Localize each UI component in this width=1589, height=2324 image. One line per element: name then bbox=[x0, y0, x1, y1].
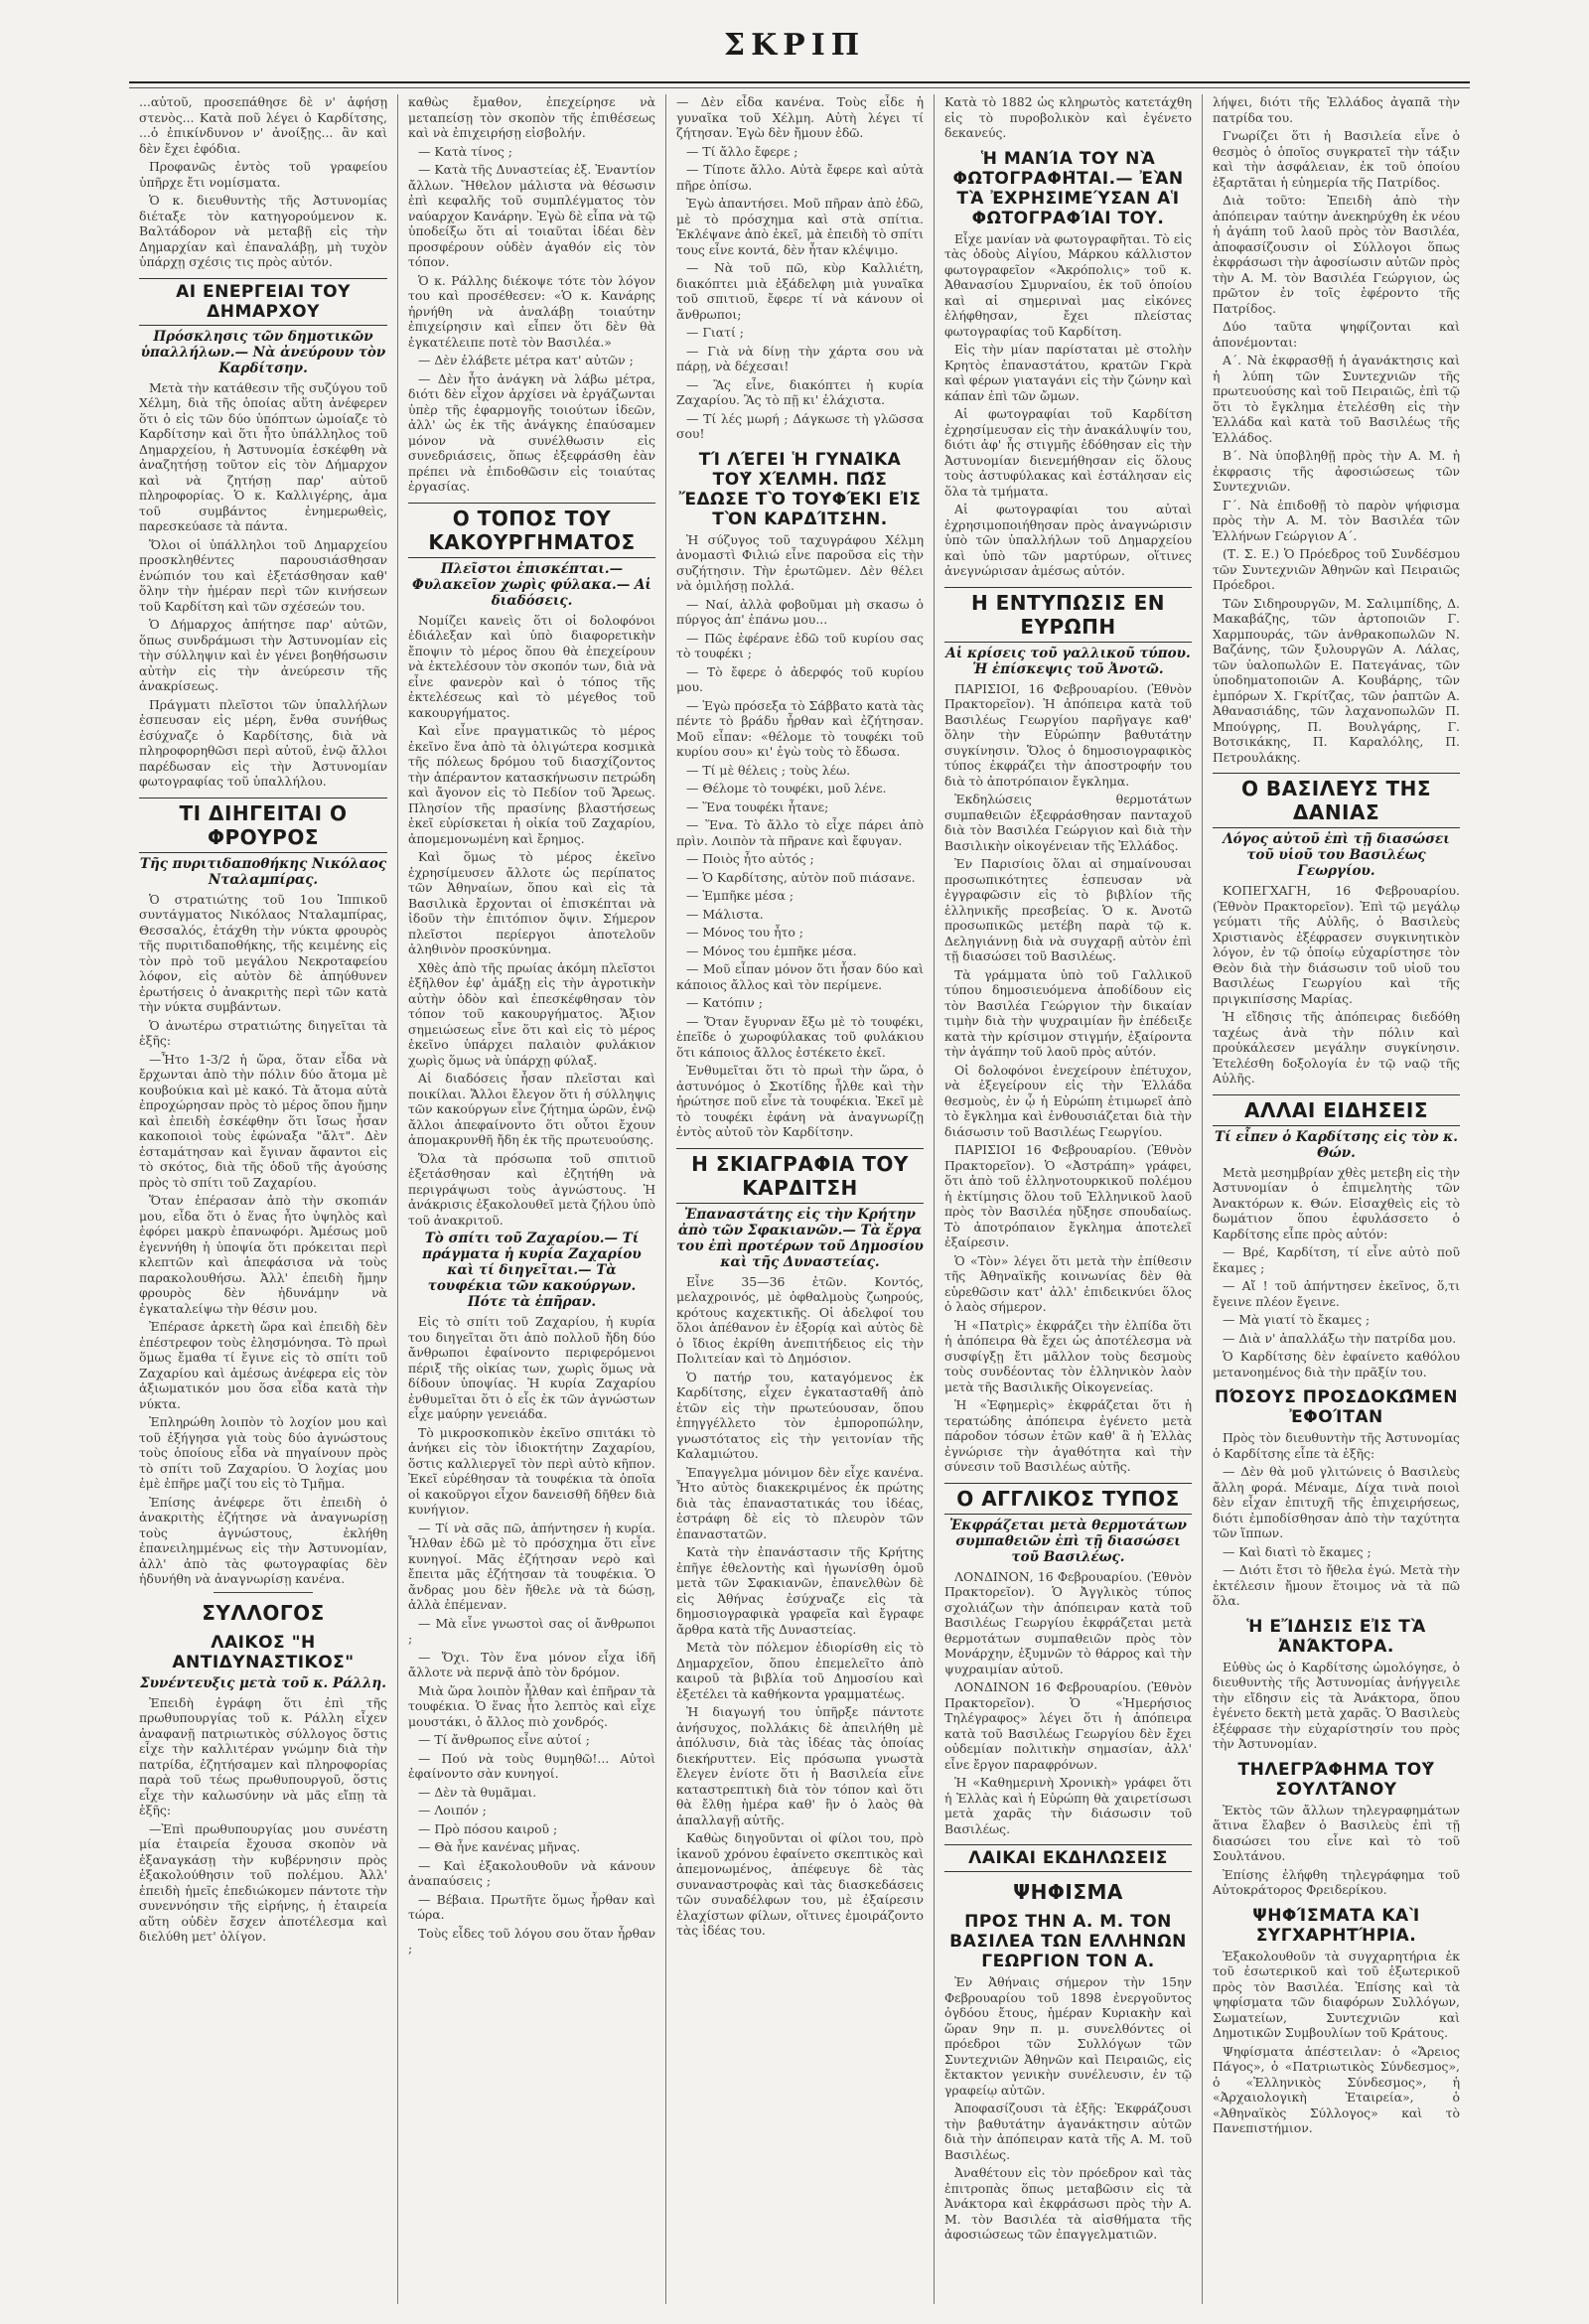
article-paragraph: — Πρὸ πόσου καιροῦ ; bbox=[418, 1820, 558, 1836]
article-paragraph: Καὶ ὅμως τὸ μέρος ἐκεῖνο ἐχρησίμευσεν ἄλλοτε ὡς περίπατος τῶν Ἀθηναίων, ὅπου καὶ εἰς τὰ Βασιλικὰ ἔρχονται οἱ ἐπισκέπται νὰ ἰδοῦν τὴν ἐπιτόπιον ὄψιν. Σήμερον πλεῖστοι περίεργοι ἀποτελοῦν ἀληθινὸν προσκύνημα. bbox=[408, 849, 655, 956]
article-paragraph: Ἐπληρώθη λοιπὸν τὸ λοχίον μου καὶ τοῦ ἐξήγησα γιὰ τοὺς δύο ἀγνώστους τοὺς ὁποίους εἶδα νὰ πηγαίνουν πρὸς τὸ σπίτι τοῦ Ζαχαρίου. Ὁ λοχίας μου ἐμὲ ἐπῆρε μαζί του εἰς τὸ Τμῆμα. bbox=[139, 1414, 387, 1491]
article-paragraph: Αἱ φωτογραφίαι τοῦ Καρδίτση ἐχρησίμευσαν εἰς τὴν ἀνακάλυψίν του, διότι ἀφ' ἧς στιγμῆς ἐδόθησαν εἰς τὴν Ἀστυνομίαν διενεμήθησαν εἰς ὅλους τοὺς ἀστυφύλακας καὶ ἐστάλησαν εἰς ὅλα τὰ τμήματα. bbox=[944, 406, 1192, 499]
article-paragraph: Ὁ «Τὸν» λέγει ὅτι μετὰ τὴν ἐπίθεσιν τῆς Ἀθηναϊκῆς κοινωνίας δὲν θὰ εὑρεθῶσιν κατ' ἀλλ' ἐπιδεικνύει ὅλος ὁ λαὸς σήμερον. bbox=[944, 1252, 1192, 1314]
article-paragraph: Α΄. Νὰ ἐκφρασθῇ ἡ ἀγανάκτησις καὶ ἡ λύπη τῶν Συντεχνιῶν τῆς πρωτευούσης καὶ τοῦ Πειραιῶς, ἐπὶ τῷ ὅτι τὸ ἔγκλημα ἐτελέσθη εἰς τὴν Ἑλλάδα καὶ κατὰ τοῦ Βασιλέως τῆς Ἑλλάδος. bbox=[1213, 353, 1460, 445]
headline: Η ΣΚΙΑΓΡΑΦΙΑ ΤΟΥ ΚΑΡΔΙΤΣΗ bbox=[676, 1148, 924, 1204]
masthead-rule bbox=[129, 81, 1470, 83]
article-paragraph: Εἶχε μανίαν νὰ φωτογραφῆται. Τὸ εἰς τὰς ὁδοὺς Αἰγίου, Μάρκου κάλλιστον φωτογραφεῖον «Ἀκρόπολις» τοῦ κ. Ἀθανασίου Σμυρναίου, ἐκ τοῦ ὁποίου καὶ αἱ σημεριναὶ μας εἰκόνες ἐλήφθησαν, ἔχει πλείστας φωτογραφίας τοῦ Καρδίτση. bbox=[944, 230, 1192, 339]
article-paragraph: Εὐθὺς ὡς ὁ Καρδίτσης ὡμολόγησε, ὁ διευθυντὴς τῆς Ἀστυνομίας ἀνήγγειλε τὴν εἴδησιν εἰς τὰ Ἀνάκτορα, ὅπου ἐγένετο δεκτὴ μετὰ χαρᾶς. Ὁ Βασιλεὺς ἐξέφρασε τὴν εὐχαρίστησίν του πρὸς τὴν Ἀστυνομίαν. bbox=[1213, 1659, 1460, 1751]
article-paragraph: — Τί μὲ θέλεις ; τοὺς λέω. bbox=[686, 762, 851, 778]
article-paragraph: Ἐν Παρισίοις ὅλαι αἱ σημαίνουσαι προσωπικότητες ἐσπευσαν νὰ ἐγγραφῶσιν εἰς τὸ βιβλίον τῆς ἑλληνικῆς πρεσβείας. Ὁ κ. Ἀνοτῶ προσωπικῶς μετέβη παρὰ τῷ κ. Δεληγιάννῃ διὰ νὰ συγχαρῇ αὐτὸν ἐπὶ τῇ διασώσει τοῦ Βασιλέως. bbox=[944, 856, 1192, 963]
column-4 bbox=[934, 94, 1202, 2304]
article-paragraph: Τοὺς εἶδες τοῦ λόγου σου ὅταν ἦρθαν ; bbox=[408, 1925, 655, 1956]
article-paragraph: Προφανῶς ἐντὸς τοῦ γραφείου ὑπῆρχε ἔτι νομίσματα. bbox=[139, 159, 387, 190]
article-paragraph: Ὁ Καρδίτσης δὲν ἐφαίνετο καθόλου μετανοημένος διὰ τὴν πρᾶξίν του. bbox=[1213, 1349, 1460, 1380]
article-paragraph: Διὰ τοῦτο: Ἐπειδὴ ἀπὸ τὴν ἀπόπειραν ταύτην ἀνεκηρύχθη ἐκ νέου ἡ ἀγάπη τοῦ λαοῦ πρὸς τὸν Βασιλέα, ἀποφασίζουσιν οἱ Σύλλογοι ὅπως ἐκφράσωσι τὴν ἀφοσίωσιν αὐτῶν πρὸς τὴν Α. Μ. τὸν Βασιλέα Γεώργιον, ὡς πρῶτον ἐν τοῖς ἐφέροντο τῆς Πατρίδος. bbox=[1213, 193, 1460, 316]
article-paragraph: — Δὲν θὰ μοῦ γλιτώνεις ὁ Βασιλεὺς ἄλλη φορά. Μέναμε, Δίχα τινὰ ποιοὶ δὲν εἶχαν ἐπιτυχῆ τῆς ἐπιχειρήσεως, διότι ἐμποδίσθησαν ἀπὸ τὴν ταχύτητα τῶν ἵππων. bbox=[1213, 1464, 1460, 1540]
article-paragraph: Πράγματι πλεῖστοι τῶν ὑπαλλήλων ἐσπευσαν εἰς μέρη, ἔνθα συνήθως ἐσύχναζε ὁ Καρδίτσης, διὰ νὰ πληροφορηθῶσι περὶ αὐτοῦ, ἐνῷ ἄλλοι παρέδωσαν εἰς τὴν Ἀστυνομίαν φωτογραφίας τοῦ ὑπαλλήλου. bbox=[139, 696, 387, 789]
article-paragraph: — Καὶ ἐξακολουθοῦν νὰ κάνουν ἀναπαύσεις ; bbox=[408, 1857, 655, 1888]
column-3 bbox=[665, 94, 934, 2304]
article-paragraph: Εἰς τὴν μίαν παρίσταται μὲ στολὴν Κρητὸς ἐπαναστάτου, κρατῶν Γκρὰ καὶ φέρων γιαταγάνι εἰς τὴν ζώνην καὶ κάπαν ἐπὶ τῶν ὤμων. bbox=[944, 342, 1192, 403]
article-paragraph: Ἐξακολουθοῦν τὰ συγχαρητήρια ἐκ τοῦ ἐσωτερικοῦ καὶ τοῦ ἐξωτερικοῦ πρὸς τὸν Βασιλέα. Ἐπίσης καὶ τὰ ψηφίσματα τῶν διαφόρων Συλλόγων, Σωματείων, Συντεχνιῶν καὶ Δημοτικῶν Συμβουλίων τοῦ Κράτους. bbox=[1213, 1948, 1460, 2040]
headline: Η ΕΝΤΥΠΩΣΙΣ ΕΝ ΕΥΡΩΠΗ bbox=[944, 587, 1192, 643]
article-paragraph: — Δὲν εἶδα κανένα. Τοὺς εἶδε ἡ γυναῖκα τοῦ Χέλμη. Αὐτὴ λέγει τί ζήτησαν. Ἐγὼ δὲν ἤμουν ἐδῶ. bbox=[676, 94, 924, 140]
headline: ΛΑΙΚΟΣ "Η ΑΝΤΙΔΥΝΑΣΤΙΚΟΣ" bbox=[172, 1632, 355, 1672]
headline: ΛΑΙΚΑΙ ΕΚΔΗΛΩΣΕΙΣ bbox=[944, 1844, 1192, 1872]
article-paragraph: Κατὰ τὴν ἐπανάστασιν τῆς Κρήτης ἐπῆγε ἐθελοντὴς καὶ ἠγωνίσθη ὁμοῦ μετὰ τῶν Σφακιανῶν, ἐπανελθὼν δὲ εἰς Ἀθήνας ἐσύχναζε εἰς τὰ δημοσιογραφικὰ γραφεῖα καὶ ἔγραφε ἄρθρα κατὰ τῆς Δυναστείας. bbox=[676, 1544, 924, 1637]
article-paragraph: — Βρέ, Καρδίτση, τί εἶνε αὐτὸ ποῦ ἔκαμες ; bbox=[1213, 1244, 1460, 1275]
article-paragraph: — Δὲν ἐλάβετε μέτρα κατ' αὐτῶν ; bbox=[418, 353, 634, 367]
article-paragraph: ΛΟΝΔΙΝΟΝ, 16 Φεβρουαρίου. (Ἐθνὸν Πρακτορεῖον). Ὁ Ἀγγλικὸς τύπος σχολιάζων τὴν ἀπόπειραν κατὰ τοῦ Βασιλέως Γεωργίου ἐκφράζεται μετὰ θερμοτάτων συμπαθειῶν πρὸς τὸν Μονάρχην, ἐξυμνῶν τὸ θάρρος καὶ τὴν ψυχραιμίαν αὐτοῦ. bbox=[944, 1568, 1192, 1676]
article-paragraph: — Γιατί ; bbox=[686, 325, 744, 340]
article-paragraph: — Ἂς εἶνε, διακόπτει ἡ κυρία Ζαχαρίου. Ἂς τὸ πῇ κι' ἐλάχιστα. bbox=[676, 376, 924, 407]
article-paragraph: — Κατὰ τίνος ; bbox=[418, 143, 512, 159]
article-paragraph: — Μάλιστα. bbox=[686, 906, 764, 922]
article-paragraph: Τὰ γράμματα ὑπὸ τοῦ Γαλλικοῦ τύπου δημοσιευόμενα ἀποδίδουν εἰς τὸν Βασιλέα Γεώργιον τὴν δικαίαν τιμὴν διὰ τὴν ψυχραιμίαν ἣν ἐπέδειξε κατὰ τὴν κρίσιμον στιγμήν, ἐξαίροντα τὴν ἀγάπην τοῦ λαοῦ πρὸς αὐτόν. bbox=[944, 966, 1192, 1059]
article-paragraph: Εἰς τὸ σπίτι τοῦ Ζαχαρίου, ἡ κυρία του διηγεῖται ὅτι ἀπὸ πολλοῦ ἤδη δύο ἄνθρωποι ἐφαίνοντο περιφερόμενοι πέριξ τῆς οἰκίας των, χωρὶς ὅμως νὰ δίδουν ὑποψίας. Ἡ κυρία Ζαχαρίου ἐνθυμεῖται ὅτι ὁ εἷς ἐκ τῶν ἀγνώστων εἶχε μαύρην γενειάδα. bbox=[408, 1314, 655, 1421]
article-paragraph: — Κατόπιν ; bbox=[686, 995, 763, 1010]
article-paragraph: Κατὰ τὸ 1882 ὡς κληρωτὸς κατετάχθη εἰς τὸ πυροβολικὸν καὶ ἐγένετο δεκανεύς. bbox=[944, 94, 1192, 140]
article-paragraph: — Μόνος του ἐμπῆκε μέσα. bbox=[686, 943, 857, 958]
article-paragraph: ΠΑΡΙΣΙΟΙ, 16 Φεβρουαρίου. (Ἐθνὸν Πρακτορεῖον). Ἡ ἀπόπειρα κατὰ τοῦ Βασιλέως Γεωργίου παρῆγαγε καθ' ὅλην τὴν Εὐρώπην βαθυτάτην συγκίνησιν. Ὅλος ὁ δημοσιογραφικὸς τύπος ἐκφράζει τὴν ἀποστροφήν του διὰ τὸ ἀποτρόπαιον ἔγκλημα. bbox=[944, 680, 1192, 789]
article-paragraph: — Μὰ εἶνε γνωστοὶ σας οἱ ἄνθρωποι ; bbox=[408, 1615, 655, 1646]
article-paragraph: Ψηφίσματα ἀπέστειλαν: ὁ «Ἄρειος Πάγος», ὁ «Πατριωτικὸς Σύνδεσμος», ὁ «Ἑλληνικὸς Σύνδεσμος», ἡ «Ἀρχαιολογικὴ Ἑταιρεία», ὁ «Ἀθηναϊκὸς Σύλλογος» καὶ τὸ Πανεπιστήμιον. bbox=[1213, 2043, 1460, 2135]
article-paragraph: — Ὄχι. Τὸν ἕνα μόνον εἶχα ἰδῆ ἄλλοτε νὰ περνᾷ ἀπὸ τὸν δρόμον. bbox=[408, 1649, 655, 1679]
article-paragraph: — Δὲν τὰ θυμᾶμαι. bbox=[418, 1784, 537, 1800]
article-paragraph: Μετὰ μεσημβρίαν χθὲς μετεβη εἰς τὴν Ἀστυνομίαν ὁ ἐπιμελητὴς τῶν Ἀνακτόρων κ. Θών. Εἰσαχθεὶς εἰς τὸ δωμάτιον ὅπου ἐφυλάσσετο ὁ Καρδίτσης εἶπε πρὸς αὐτόν: bbox=[1213, 1164, 1460, 1241]
article-paragraph: — Ὅταν ἔγυρναν ἔξω μὲ τὸ τουφέκι, ἐπεῖδε ὁ χωροφύλακας τοῦ φυλάκιου ὅτι κάποιος ἄλλος ἐστέκετο ἐκεῖ. bbox=[676, 1013, 924, 1060]
article-paragraph: Πρὸς τὸν διευθυντὴν τῆς Ἀστυνομίας ὁ Καρδίτσης εἶπε τὰ ἑξῆς: bbox=[1213, 1430, 1460, 1461]
article-paragraph: Ἡ «Καθημερινὴ Χρονικὴ» γράφει ὅτι ἡ Ἑλλὰς καὶ ἡ Εὐρώπη θὰ χαιρετίσωσι μετὰ χαρᾶς τὴν διάσωσιν τοῦ Βασιλέως. bbox=[944, 1775, 1192, 1836]
article-paragraph: — Τί ἄνθρωπος εἶνε αὐτοί ; bbox=[418, 1732, 590, 1747]
article-paragraph: — Θὰ ἦνε κανένας μῆνας. bbox=[418, 1839, 581, 1854]
article-paragraph: — Τὸ ἔφερε ὁ ἀδερφός τοῦ κυρίου μου. bbox=[676, 663, 924, 694]
article-paragraph: Ἐν Ἀθήναις σήμερον τὴν 15ην Φεβρουαρίου τοῦ 1898 ἐνεργοῦντος ὀγδόου ἔτους, ἡμέραν Κυριακὴν καὶ ὥραν 9ην π. μ. συνελθόντες οἱ πρόεδροι τῶν Συλλόγων τῶν Συντεχνιῶν Ἀθηνῶν καὶ Πειραιῶς, εἰς ἔκτακτον γενικὴν συνέλευσιν, ἐν τῷ γραφείῳ αὐτῶν. bbox=[944, 1974, 1192, 2098]
headline: ΑΙ ΕΝΕΡΓΕΙΑΙ ΤΟΥ ΔΗΜΑΡΧΟΥ bbox=[139, 278, 387, 326]
article-paragraph: ΛΟΝΔΙΝΟΝ 16 Φεβρουαρίου. (Ἐθνὸν Πρακτορεῖον). Ὁ «Ἡμερήσιος Τηλέγραφος» λέγει ὅτι ἡ ἀπόπειρα κατὰ τοῦ Βασιλέως Γεωργίου δὲν ἔχει οὐδεμίαν πολιτικὴν σημασίαν, ἀλλ' εἶνε ἔργον παραφρόνων. bbox=[944, 1679, 1192, 1772]
article-columns bbox=[129, 94, 1470, 2304]
headline: ΤΙ ΔΙΗΓΕΙΤΑΙ Ο ΦΡΟΥΡΟΣ bbox=[139, 798, 387, 853]
article-paragraph: Ἡ «Πατρὶς» ἐκφράζει τὴν ἐλπίδα ὅτι ἡ ἀπόπειρα θὰ ἔχει ὡς ἀποτέλεσμα νὰ συσφίγξῃ ἔτι μᾶλλον τοὺς δεσμοὺς τοὺς συνδέοντας τὸν ἑλληνικὸν λαὸν μετὰ τῆς Βασιλικῆς Οἰκογενείας. bbox=[944, 1317, 1192, 1394]
article-paragraph: — Δὲν ἦτο ἀνάγκη νὰ λάβω μέτρα, διότι δὲν εἶχον ἀρχίσει νὰ ἐργάζωνται ὑπὲρ τῆς ἐφαρμογῆς τοιούτων ἰδεῶν, ἀλλ' ὡς ἐκ τῆς ἀνάγκης ἐπαύσαμεν μόνον νὰ συνέλθωσιν εἰς συνεδριάσεις, ὅπως ἐξεφράσθη ἐὰν πρέπει νὰ ἐπιδοθῶσιν εἰς τοιαύτας ἐργασίας. bbox=[408, 370, 655, 494]
article-paragraph: — Νὰ τοῦ πῶ, κὺρ Καλλιέτη, διακόπτει μιὰ ἐξάδελφη μιὰ γυναῖκα τοῦ σπιτιοῦ, ἔφερε τί νὰ κάνουν οἱ ἄνθρωποι; bbox=[676, 260, 924, 322]
article-paragraph: —Ἦτο 1-3/2 ἡ ὥρα, ὅταν εἶδα νὰ ἔρχωνται ἀπὸ τὴν πόλιν δύο ἄτομα μὲ κουβούκια καὶ μὲ κακό. Τὰ ἄτομα αὐτὰ ἐπροχώρησαν πρὸς τὸ μέρος ὅπου ἤμην καὶ ἐπειδὴ ἐσκέφθην ὅτι ἴσως ἦσαν κακοποιοὶ τοὺς ἐφώναξα "ἄλτ". Δὲν ἐσταμάτησαν καὶ ἔγιναν ἄφαντοι εἰς τὸ σκότος, διὰ τῆς ὁδοῦ τῆς ἀγούσης πρὸς τὸ σπίτι τοῦ Ζαχαρίου. bbox=[139, 1051, 387, 1190]
subheadline: Πρόσκλησις τῶν δημοτικῶν ὑπαλλήλων.— Νὰ ἀνεύρουν τὸν Καρδίτσην. bbox=[140, 328, 386, 376]
article-paragraph: Ἐπέρασε ἀρκετὴ ὥρα καὶ ἐπειδὴ δὲν ἐπέστρεφον τοὺς ἐλησμόνησα. Τὸ πρωὶ ὅμως ἔμαθα τί ἔγινε εἰς τὸ σπίτι τοῦ Ζαχαρίου καὶ ἀμέσως ἀνέφερα εἰς τὸν ἀξιωματικόν μου ὅσα εἶδα κατὰ τὴν νύκτα. bbox=[139, 1319, 387, 1411]
masthead: ΣΚΡΙΠ bbox=[723, 28, 866, 63]
masthead-rule-thin bbox=[129, 87, 1470, 88]
article-paragraph: Καὶ εἶνε πραγματικῶς τὸ μέρος ἐκεῖνο ἕνα ἀπὸ τὰ ὀλιγώτερα κοσμικὰ τῆς πόλεως δρόμου τοῦ διασχίζοντος τὴν ἀπέραντον κατασκήνωσιν πετρώδη καὶ ἄγονον εἰς τὸ Πεδίον τοῦ Ἄρεως. Πλησίον τῆς πρασίνης βλαστήσεως ἐκεῖ εὑρίσκεται ἡ οἰκία τοῦ Ζαχαρίου, ἀπομεμονωμένη καὶ ἔρημος. bbox=[408, 723, 655, 846]
article-paragraph: Ὁ πατήρ του, καταγόμενος ἐκ Καρδίτσης, εἶχεν ἐγκατασταθῆ ἀπὸ ἐτῶν εἰς τὴν πρωτεύουσαν, ὅπου ἐπηγγέλλετο τὸν ἐμποροπώλην, γνωστότατος εἰς τὴν γειτονίαν τῆς Καλαμιώτου. bbox=[676, 1369, 924, 1461]
headline: ΤΗΛΕΓΡΆΦΗΜΑ ΤΟΥ͂ ΣΟΥΛΤΆΝΟΥ bbox=[1237, 1759, 1435, 1800]
article-paragraph: ΠΑΡΙΣΙΟΙ 16 Φεβρουαρίου. (Ἐθνὸν Πρακτορεῖον). Ὁ «Ἀστράπη» γράφει, ὅτι ἀπὸ τοῦ ἐλληνοτουρκικοῦ πολέμου ἡ ἐκτίμησις ὅλου τοῦ Ἑλληνικοῦ λαοῦ πρὸς τὸν Βασιλέα ηὔξησε σπουδαίως. Τὸ ἀποτρόπαιον ἔγκλημα ἀποτελεῖ ἐξαίρεσιν. bbox=[944, 1142, 1192, 1249]
section-divider bbox=[214, 1592, 313, 1593]
article-paragraph: — Τί νὰ σᾶς πῶ, ἀπήντησεν ἡ κυρία. Ἦλθαν ἐδῶ μὲ τὸ πρόσχημα ὅτι εἶνε κυνηγοί. Μᾶς ἐζήτησαν νερὸ καὶ ἔπειτα μᾶς ἐζήτησαν τὰ τουφέκια. Ὁ ἄνδρας μου δὲν ἤθελε νὰ τὰ δώσῃ, ἀλλὰ ἐπέμεναν. bbox=[408, 1520, 655, 1612]
article-paragraph: Δύο ταῦτα ψηφίζονται καὶ ἀπονέμονται: bbox=[1213, 319, 1460, 350]
article-paragraph: — Ἐμπῆκε μέσα ; bbox=[686, 888, 794, 903]
headline: ΣΥΛΛΟΓΟΣ bbox=[202, 1600, 325, 1625]
headline: ΨΗΦΙΣΜΑ bbox=[1013, 1880, 1123, 1904]
article-paragraph: Ὁ κ. διευθυντὴς τῆς Ἀστυνομίας διέταξε τὸν κατηγορούμενον κ. Βαλτάδορον νὰ μεταβῇ εἰς τὴν Δημαρχίαν καὶ ἐπαναλάβῃ, μὴ τυχὸν ὑπάρχῃ σχέσις τις πρὸς αὐτόν. bbox=[139, 193, 387, 269]
article-paragraph: Ὅλα τὰ πρόσωπα τοῦ σπιτιοῦ ἐξετάσθησαν καὶ ἐζητήθη νὰ περιγράψωσι τοὺς ἀγνώστους. Ἡ ἀνάκρισις ἐξακολουθεῖ μετὰ ζήλου ὑπὸ τοῦ ἀνακριτοῦ. bbox=[408, 1150, 655, 1228]
article-paragraph: Τὸ μικροσκοπικὸν ἐκεῖνο σπιτάκι τὸ ἀνήκει εἰς τὸν ἰδιοκτήτην Ζαχαρίου, ὅστις καλλιεργεῖ τὸν περὶ αὐτὸ κῆπον. Ἐκεῖ εὑρέθησαν τὰ τουφέκια τὰ ὁποῖα οἱ κακοῦργοι εἶχον δανεισθῆ δῆθεν διὰ κυνήγιον. bbox=[408, 1424, 655, 1517]
article-paragraph: (Τ. Σ. Ε.) Ὁ Πρόεδρος τοῦ Συνδέσμου τῶν Συντεχνιῶν Ἀθηνῶν καὶ Πειραιῶς Πρόεδροι. bbox=[1213, 546, 1460, 592]
article-paragraph: Β΄. Νὰ ὑποβληθῇ πρὸς τὴν Α. Μ. ἡ ἐκφρασις τῆς ἀφοσιώσεως τῶν Συντεχνιῶν. bbox=[1213, 448, 1460, 494]
subheadline: Τί εἶπεν ὁ Καρδίτσης εἰς τὸν κ. Θών. bbox=[1215, 1128, 1458, 1161]
column-5 bbox=[1202, 94, 1470, 2304]
headline: Ἡ ΜΑΝΊΑ ΤΟΥ ΝᾺ ΦΩΤΟΓΡΑΦΗ͂ΤΑΙ.— ἘᾺΝ ΤᾺ ἘΧΡΗΣΙΜΕΎΣΑΝ ΑἹ ΦΩΤΟΓΡΑΦΊΑΙ ΤΟΥ. bbox=[952, 148, 1184, 228]
subheadline: Ἐπαναστάτης εἰς τὴν Κρήτην ἀπὸ τῶν Σφακιανῶν.— Τὰ ἔργα του ἐπὶ προτέρων τοῦ Δημοσίου καὶ τῆς Δυναστείας. bbox=[676, 1206, 924, 1270]
article-paragraph: καθὼς ἔμαθον, ἐπεχείρησε νὰ μεταπείσῃ τὸν σκοπὸν τῆς ἐπιθέσεως καὶ νὰ ἐπιχειρήσῃ εἰσβολήν. bbox=[408, 94, 655, 140]
article-paragraph: Καθὼς διηγοῦνται οἱ φίλοι του, πρὸ ἱκανοῦ χρόνου ἐφαίνετο σκεπτικὸς καὶ ἀπεμονωμένος, ἀπέφευγε δὲ τὰς συναναστροφὰς καὶ τὰς διασκεδάσεις τῶν συναδέλφων του, μὲ ἐξαίρεσιν ἐλαχίστων φίλων, οἵτινες ἐμοιράζοντο τὰς ἰδέας του. bbox=[676, 1830, 924, 1938]
article-paragraph: Ὁ κ. Ράλλης διέκοψε τότε τὸν λόγον του καὶ προσέθεσεν: «Ὁ κ. Κανάρης ἠρνήθη νὰ ἀναλάβῃ τοιαύτην ἐπιχείρησιν καὶ εἶπεν ὅτι δὲν θὰ ἐγκατέλειπε ποτὲ τὸν Βασιλέα.» bbox=[408, 272, 655, 350]
article-paragraph: Ἐκτὸς τῶν ἄλλων τηλεγραφημάτων ἅτινα ἔλαβεν ὁ Βασιλεὺς ἐπὶ τῇ διασώσει του εἶνε καὶ τὸ τοῦ Σουλτάνου. bbox=[1213, 1802, 1460, 1863]
subheadline: Τὸ σπίτι τοῦ Ζαχαρίου.— Τί πράγματα ἡ κυρία Ζαχαρίου καὶ τί διηγεῖται.— Τὰ τουφέκια τῶν κακούργων. Πότε τὰ ἐπῆραν. bbox=[422, 1231, 642, 1310]
article-paragraph: Ἐπίσης ἐλήφθη τηλεγράφημα τοῦ Αὐτοκράτορος Φρειδερίκου. bbox=[1213, 1866, 1460, 1897]
subheadline: Αἱ κρίσεις τοῦ γαλλικοῦ τύπου. Ἡ ἐπίσκεψις τοῦ Ἀνοτῶ. bbox=[945, 645, 1191, 677]
article-paragraph: — Κατὰ τῆς Δυναστείας ἐξ. Ἐναντίον ἄλλων. Ἤθελον μάλιστα νὰ θέσωσιν ἐπὶ κεφαλῆς τοῦ συμπλέγματος τὸν ναύαρχον Κανάρην. Ἐγὼ δὲ εἶπα νὰ τῷ ὑποδείξω ὅτι αἱ τοιαῦται ἰδέαι δὲν προσφέρουν οὐδὲν ἀγαθόν εἰς τὸν τόπον. bbox=[408, 162, 655, 269]
article-paragraph: Μετὰ τὸν πόλεμον ἐδιορίσθη εἰς τὸ Δημαρχεῖον, ὅπου ἐπεμελεῖτο ἀπὸ καιροῦ τὰ βιβλία τοῦ Δημοσίου καὶ ἐξετέλει τὰ καθήκοντα γραμματέως. bbox=[676, 1640, 924, 1701]
subheadline: Τῆς πυριτιδαποθήκης Νικόλαος Νταλαμπίρας. bbox=[139, 855, 387, 888]
article-paragraph: — Γιὰ νὰ δίνῃ τὴν χάρτα σου νὰ πάρῃ, νὰ δέχεσαι! bbox=[676, 343, 924, 373]
article-paragraph: — Πῶς ἐφέρανε ἐδῶ τοῦ κυρίου σας τὸ τουφέκι ; bbox=[676, 630, 924, 660]
article-paragraph: Μετὰ τὴν κατάθεσιν τῆς συζύγου τοῦ Χέλμη, διὰ τῆς ὁποίας αὕτη ἀνέφερεν ὅτι ὁ εἰς τῶν δύο ὑπόπτων ὡμοίαζε τὸ Καρδίτσην καὶ ὅτι ἦτο ὑπάλληλος τοῦ Δημαρχείου, ἡ Ἀστυνομία ἐσκέφθη νὰ ἀναζητήσῃ τοῦτον εἰς τὸν Δήμαρχον καὶ νὰ ζητήσῃ παρ' αὐτοῦ πληροφορίας. Ὁ κ. Καλλιγέρης, ἀμα τοῦ συμβάντος ἐνημερωθεὶς, παρεσκεύασε τὰ πάντα. bbox=[139, 379, 387, 533]
article-paragraph: Χθὲς ἀπὸ τῆς πρωίας ἀκόμη πλεῖστοι ἐξῆλθον ἐφ' ἁμάξῃ εἰς τὴν ἀγροτικὴν αὐτὴν ὁδὸν καὶ ἐπεσκέφθησαν τὸν τόπον τοῦ κακουργήματος. Ἄξιον σημειώσεως εἶνε ὅτι καὶ εἰς τὸ μέρος ἐκεῖνο ὑπάρχει παλαιὸν φυλάκιον χωρὶς ὅμως νὰ ὑπάρχῃ φύλαξ. bbox=[408, 959, 655, 1068]
article-paragraph: ...αὐτοῦ, προσεπάθησε δὲ ν' ἀφήσῃ στενὸς... Κατὰ ποῦ λέγει ὁ Καρδίτσης, ...ὁ ἐπικίνδυνον ν' ἀνοίξῃς... ἂν καὶ δὲν ἔχει ἐφόδια. bbox=[139, 94, 387, 156]
article-paragraph: — Μὰ γιατί τὸ ἔκαμες ; bbox=[1223, 1312, 1371, 1327]
article-paragraph: Ὁ Δήμαρχος ἀπήτησε παρ' αὐτῶν, ὅπως συνδράμωσι τὴν Ἀστυνομίαν εἰς τὴν σύλληψιν καὶ ἐν γένει βοηθήσωσιν αὐτὴν εἰς τὴν ἀνεύρεσιν τῆς ἀνακρίσεως. bbox=[139, 617, 387, 693]
article-paragraph: ΚΟΠΕΓΧΑΓΗ, 16 Φεβρουαρίου. (Ἐθνὸν Πρακτορεῖον). Ἐπὶ τῷ μεγάλῳ γεύματι τῆς Αὐλῆς, ὁ Βασιλεὺς Χριστιανὸς ἐξέφρασεν συγκινητικὸν λόγον, ἐν τῷ ὁποίῳ εὐχαρίστησε τὸν Θεὸν διὰ τὴν διάσωσιν τοῦ υἱοῦ του Βασιλέως Γεωργίου καὶ τῆς πριγκιπίσσης Μαρίας. bbox=[1213, 883, 1460, 1006]
headline: Ἡ ΕἼΔΗΣΙΣ ΕἸΣ ΤᾺ ἈΝΆΚΤΟΡΑ. bbox=[1246, 1616, 1426, 1657]
article-paragraph: Ἐκδηλώσεις θερμοτάτων συμπαθειῶν ἐξεφράσθησαν πανταχοῦ διὰ τὸν Βασιλέα Γεώργιον καὶ διὰ τὴν Βασιλικὴν οἰκογένειαν τῆς Ἑλλάδος. bbox=[944, 792, 1192, 853]
subheadline: Πλεῖστοι ἐπισκέπται.— Φυλακεῖον χωρὶς φύλακα.— Αἱ διαδόσεις. bbox=[412, 560, 651, 609]
headline: Ο ΑΓΓΛΙΚΟΣ ΤΥΠΟΣ bbox=[944, 1483, 1192, 1515]
article-paragraph: — Διὰ ν' ἀπαλλάξω τὴν πατρίδα μου. bbox=[1223, 1330, 1457, 1346]
article-paragraph: — Τί λές μωρή ; Δάγκωσε τὴ γλῶσσα σου! bbox=[676, 410, 924, 441]
headline: ΠΡΟΣ ΤΗΝ Α. Μ. ΤΟΝ ΒΑΣΙΛΕΑ ΤΩΝ ΕΛΛΗΝΩΝ ΓΕΩΡΓΙΟΝ ΤΟΝ Α. bbox=[949, 1912, 1187, 1971]
article-paragraph: — Καὶ διατὶ τὸ ἔκαμες ; bbox=[1223, 1543, 1372, 1559]
article-paragraph: Ὅταν ἐπέρασαν ἀπὸ τὴν σκοπιάν μου, εἶδα ὅτι ὁ ἕνας ἦτο ὑψηλὸς καὶ ἐφόρει μακρὺ ἐπανωφόρι. Ἀμέσως μοῦ ἐγεννήθη ἡ ὑποψία ὅτι πρόκειται περὶ κλεπτῶν καὶ ἀπεφάσισα νὰ τοὺς παρακολουθήσω. Ἀλλ' ἐπειδὴ ἤμην φρουρὸς δὲν ἠδυνάμην νὰ ἐγκαταλείψω τὴν θέσιν μου. bbox=[139, 1193, 387, 1316]
subheadline: Ἐκφράζεται μετὰ θερμοτάτων συμπαθειῶν ἐπὶ τῇ διασώσει τοῦ Βασιλέως. bbox=[948, 1517, 1188, 1565]
article-paragraph: —Ἐπὶ πρωθυπουργίας μου συνέστη μία ἑταιρεία ἔχουσα σκοπὸν νὰ ἐξαναγκάσῃ τὴν κυβέρνησιν πρὸς ἐξακολούθησιν τοῦ πολέμου. Ἀλλ' ἐπειδὴ ἡμεῖς ἐπεδιώκομεν πάντοτε τὴν συνεννόησιν τῆς εἰρήνης, ἡ ἑταιρεία αὕτη οὐδὲν ἔσχεν ἀποτέλεσμα καὶ διελύθη μετ' ὀλίγον. bbox=[139, 1820, 387, 1944]
article-paragraph: — Αἴ ! τοῦ ἀπήντησεν ἐκεῖνος, ὅ,τι ἔγεινε πλέον ἔγεινε. bbox=[1213, 1278, 1460, 1309]
article-paragraph: — Ἕνα. Τὸ ἄλλο τὸ εἶχε πάρει ἀπὸ πρὶν. Λοιπὸν τὰ πῆρανε καὶ ἔφυγαν. bbox=[676, 817, 924, 848]
article-paragraph: Ἐπίσης ἀνέφερε ὅτι ἐπειδὴ ὁ ἀνακριτὴς ἐζήτησε νὰ ἀναγνωρίσῃ τοὺς ἀγνώστους, ἐκλήθη ἐπανειλημμένως εἰς τὴν Ἀστυνομίαν, ἀλλ' ἀπὸ τὰς φωτογραφίας δὲν ἠδυνήθη νὰ ἀναγνωρίσῃ κανένα. bbox=[139, 1494, 387, 1586]
article-paragraph: — Τί ἄλλο ἔφερε ; bbox=[686, 143, 798, 159]
headline: ΨΗΦΊΣΜΑΤΑ ΚΑῚ ΣΥΓΧΑΡΗΤΉΡΙΑ. bbox=[1252, 1905, 1420, 1946]
article-paragraph: Ἡ σύζυγος τοῦ ταχυγράφου Χέλμη ἀνομαστὶ Φιλιώ εἶνε παροῦσα εἰς τὴν συζήτησιν. Τὴν ἐρωτῶμεν. Δὲν θέλει νὰ ὁμιλήσῃ πολλά. bbox=[676, 531, 924, 593]
article-paragraph: Ὁ στρατιώτης τοῦ 1ου Ἱππικοῦ συντάγματος Νικόλαος Νταλαμπίρας, Θεσσαλός, ἐτάχθη τὴν νύκτα φρουρὸς τῆς πυριτιδαποθήκης, τῆς κειμένης εἰς τὸν πρὸ τοῦ μεγάλου Νεκροταφείου λόφον, εἰς αὐτὸν δὲ ἀπηύθυνεν ἐρωτήσεις ὁ ἀνακριτὴς περὶ τῶν κατὰ τὴν νύκτα συμβάντων. bbox=[139, 891, 387, 1014]
subheadline: Λόγος αὐτοῦ ἐπὶ τῇ διασώσει τοῦ υἱοῦ του Βασιλέως Γεωργίου. bbox=[1223, 831, 1450, 879]
article-paragraph: — Μοῦ εἶπαν μόνον ὅτι ἦσαν δύο καὶ κάποιος ἄλλος καὶ τὸν περίμενε. bbox=[676, 961, 924, 992]
column-2 bbox=[397, 94, 665, 2304]
article-paragraph: Ἐνθυμεῖται ὅτι τὸ πρωὶ τὴν ὥρα, ὁ ἀστυνόμος ὁ Σκοτίδης ἦλθε καὶ τὴν ἠρώτησε ποῦ εἶνε τὰ τουφέκια. Ἐκεῖ μὲ τὸ τουφέκι ἐφάνη νὰ ἀναγνωρίζῃ ἐντὸς αὐτοῦ τὸν Καρδίτσην. bbox=[676, 1063, 924, 1139]
article-paragraph: Γ΄. Νὰ ἐπιδοθῇ τὸ παρὸν ψήφισμα πρὸς τὴν Α. Μ. τὸν Βασιλέα τῶν Ἑλλήνων Γεώργιον Α΄. bbox=[1213, 497, 1460, 543]
article-paragraph: Εἶνε 35—36 ἐτῶν. Κοντός, μελαχροινός, μὲ ὀφθαλμοὺς ζωηρούς, κρότους καχεκτικῆς. Οἱ ἀδελφοί του ὅλοι ἀπέθανον ἐν ἐξορίᾳ καὶ αὐτὸς δὲ ὁ ἴδιος ἐκρίθη ἀνεπιτήδειος εἰς τὴν Πολιτείαν καὶ τὸ Δημόσιον. bbox=[676, 1273, 924, 1366]
article-paragraph: — Τίποτε ἄλλο. Αὐτὰ ἔφερε καὶ αὐτὰ πῆρε ὀπίσω. bbox=[676, 162, 924, 193]
article-paragraph: Μιὰ ὥρα λοιπὸν ἦλθαν καὶ ἐπῆραν τὰ τουφέκια. Ὁ ἕνας ἦτο λεπτὸς καὶ εἶχε μουστάκι, ὁ ἄλλος πιὸ χονδρός. bbox=[408, 1682, 655, 1729]
article-paragraph: — Ὁ Καρδίτσης, αὐτὸν ποῦ πιάσανε. bbox=[686, 869, 916, 885]
article-paragraph: — Διότι ἔτσι τὸ ἤθελα ἐγώ. Μετὰ τὴν ἐκτέλεσιν ἤμουν ἕτοιμος νὰ τὰ πῶ ὅλα. bbox=[1213, 1562, 1460, 1608]
article-paragraph: — Θέλομε τὸ τουφέκι, μοῦ λένε. bbox=[686, 781, 887, 796]
article-paragraph: Γνωρίζει ὅτι ἡ Βασιλεία εἶνε ὁ θεσμὸς ὁ ὁποῖος συγκρατεῖ τὴν τάξιν καὶ τὴν ἀσφάλειαν, ἐκ τοῦ ὁποίου ἐξαρτᾶται ἡ εὐημερία τῆς Πατρίδος. bbox=[1213, 128, 1460, 190]
headline: ΑΛΛΑΙ ΕΙΔΗΣΕΙΣ bbox=[1213, 1094, 1460, 1126]
article-paragraph: Αἱ διαδόσεις ἦσαν πλεῖσται καὶ ποικίλαι. Ἄλλοι ἔλεγον ὅτι ἡ σύλληψις τῶν κακούργων εἶνε ζήτημα ὡρῶν, ἐνῷ ἄλλοι ἀπεφαίνοντο ὅτι οὗτοι ἔχουν ἀπομακρυνθῆ ἤδη ἐκ τῆς πρωτευούσης. bbox=[408, 1071, 655, 1147]
article-paragraph: Ἡ «Ἐφημερὶς» ἐκφράζεται ὅτι ἡ τερατώδης ἀπόπειρα ἐγένετο μετὰ πάροδον τόσων ἐτῶν καθ' ἃ ἡ Ἑλλὰς ἐγνώρισε τὴν ἀγαθότητα καὶ τὴν σύνεσιν τοῦ Βασιλέως αὐτῆς. bbox=[944, 1397, 1192, 1474]
article-paragraph: Νομίζει κανεὶς ὅτι οἱ δολοφόνοι ἐδιάλεξαν καὶ ὑπὸ διαφορετικὴν ἔποψιν τὸ μέρος ὅπου θὰ ἐπεχείρουν νὰ ἐκτελέσουν τὸν σκοπόν των, διὰ νὰ εἶνε φανερὸν καὶ ὁ τόπος τῆς ἐκτελέσεως καὶ τὸ μέγεθος τοῦ κακουργήματος. bbox=[408, 612, 655, 720]
headline: Ο ΒΑΣΙΛΕΥΣ ΤΗΣ ΔΑΝΙΑΣ bbox=[1213, 773, 1460, 828]
headline: Ο ΤΟΠΟΣ ΤΟΥ ΚΑΚΟΥΡΓΗΜΑΤΟΣ bbox=[408, 503, 655, 558]
article-paragraph: λήψει, διότι τῆς Ἑλλάδος ἀγαπᾶ τὴν πατρίδα του. bbox=[1213, 94, 1460, 125]
article-paragraph: Ἀποφασίζουσι τὰ ἑξῆς: Ἐκφράζουσι τὴν βαθυτάτην ἀγανάκτησιν αὐτῶν διὰ τὴν ἀπόπειραν κατὰ τῆς Α. Μ. τοῦ Βασιλέως. bbox=[944, 2101, 1192, 2162]
headline: ΤΊ ΛΈΓΕΙ Ἡ ΓΥΝΑΙ͂ΚΑ ΤΟΥ͂ ΧΈΛΜΗ. ΠΩ͂Σ ἜΔΩΣΕ ΤῸ ΤΟΥΦΈΚΙ ΕἸΣ ΤῸΝ ΚΑΡΔΊΤΣΗΝ. bbox=[678, 449, 922, 529]
article-paragraph: — Ναί, ἀλλὰ φοβοῦμαι μὴ σκασω ὁ πύργος ἀπ' ἐπάνω μου... bbox=[676, 596, 924, 627]
article-paragraph: — Ἕνα τουφέκι ἦτανε; bbox=[686, 799, 829, 814]
article-paragraph: Ἀναθέτουν εἰς τὸν πρόεδρον καὶ τὰς ἐπιτροπὰς ὅπως μεταβῶσιν εἰς τὰ Ἀνάκτορα καὶ ἐκφράσωσι πρὸς τὴν Α. Μ. τὸν Βασιλέα τὰ αἰσθήματα τῆς ἀφοσιώσεως τῶν ἐπαγγελματιῶν. bbox=[944, 2165, 1192, 2242]
article-paragraph: Ἐπειδὴ ἐγράφη ὅτι ἐπὶ τῆς πρωθυπουργίας τοῦ κ. Ράλλη εἶχεν ἀναφανῇ πατριωτικὸς σύλλογος ὅστις εἶχε τὴν καλλιτέραν γνώμην διὰ τὴν πατρίδα, ἐζητήσαμεν καὶ πληροφορίας παρὰ τοῦ τέως πρωθυπουργοῦ, ὅστις εἶχε τὴν καλωσύνην νὰ μᾶς εἴπῃ τὰ ἑξῆς: bbox=[139, 1694, 387, 1817]
article-paragraph: — Βέβαια. Πρωτῆτε ὅμως ἦρθαν καὶ τώρα. bbox=[408, 1891, 655, 1922]
article-paragraph: Τῶν Σιδηρουργῶν, Μ. Σαλιμπίδης, Δ. Μακαβάζης, τῶν ἀρτοποιῶν Γ. Χαρμπουράς, τῶν ἀνθρακοπωλῶν Ν. Βαζάνης, τῶν ξυλουργῶν Α. Λάλας, τῶν ὑαλοπωλῶν Ε. Πατεγάνας, τῶν ὑποδηματοποιῶν Α. Κουβάρης, τῶν ἐμπόρων Χ. Γκρίτζας, τῶν ῥαπτῶν Α. Ἀθανασιάδης, τῶν λαχανοπωλῶν Π. Μπούγρης, Π. Βουλγάρης, Γ. Βοτσικάκης, Π. Καραλόλης, Π. Πετρουλάκης. bbox=[1213, 595, 1460, 765]
article-paragraph: Αἱ φωτογραφίαι του αὐταὶ ἐχρησιμοποιήθησαν πρὸς ἀναγνώρισιν ὑπὸ τῶν ὑπαλλήλων τοῦ Δημαρχείου καὶ ὑπὸ τῶν μαρτύρων, οἵτινες ἀνεγνώρισαν ἀμέσως αὐτόν. bbox=[944, 502, 1192, 578]
article-paragraph: — Λοιπόν ; bbox=[418, 1803, 487, 1817]
column-1 bbox=[129, 94, 397, 2304]
article-paragraph: Ὅλοι οἱ ὑπάλληλοι τοῦ Δημαρχείου προσκληθέντες παρουσιάσθησαν ἐνώπιόν του καὶ ἐξετάσθησαν καθ' ὅλην τὴν ἡμέραν περὶ τῶν κινήσεων τοῦ Καρδίτση καὶ τῶν σχέσεών του. bbox=[139, 536, 387, 614]
article-paragraph: — Ποιὸς ἦτο αὐτός ; bbox=[686, 851, 814, 866]
headline: ΠΌΣΟΥΣ ΠΡΟΣΔΟΚΩ͂ΜΕΝ ἘΦΟΊΤΑΝ bbox=[1214, 1387, 1459, 1427]
article-paragraph: Ὁ ἀνωτέρω στρατιώτης διηγεῖται τὰ ἑξῆς: bbox=[139, 1017, 387, 1048]
article-paragraph: — Ἐγὼ πρόσεξα τὸ Σάββατο κατὰ τὰς πέντε τὸ βράδυ ἦρθαν καὶ ἐζήτησαν. Μοῦ εἶπαν: «θέλομε τὸ τουφέκι τοῦ κυρίου σου» κι' ἐγὼ τοὺς τὸ ἔδωσα. bbox=[676, 697, 925, 759]
article-paragraph: Ἐγὼ ἀπαντήσει. Μοῦ πῆραν ἀπὸ ἐδῶ, μὲ τὸ πρόσχημα καὶ στὰ σπίτια. Ἐκλέψανε ἀπὸ ἐκεῖ, μὰ ἐπειδὴ τὸ σπίτι τους εἶνε κοντά, δὲν ἦταν κλέψιμο. bbox=[676, 196, 924, 257]
article-paragraph: Ἡ διαγωγή του ὑπῆρξε πάντοτε ἀνήσυχος, πολλάκις δὲ ἀπειλήθη μὲ ἀπόλυσιν, διὰ τὰς ἰδέας τὰς ὁποίας διεκήρυττεν. Εἰς πρόσωπα γνωστὰ ἔλεγεν ἐνίοτε ὅτι ἡ Βασιλεία εἶνε καταστρεπτικὴ διὰ τὸν τόπον καὶ ὅτι θὰ ἔλθῃ ἡμέρα καθ' ἣν ὁ λαὸς θὰ ἀπαλλαγῇ αὐτῆς. bbox=[676, 1704, 924, 1827]
article-paragraph: — Μόνος του ἦτο ; bbox=[686, 925, 803, 940]
article-paragraph: Οἱ δολοφόνοι ἐνεχείρουν ἐπέτυχον, νὰ ἐξεγείρουν εἰς τὴν Ἑλλάδα θεσμοὺς, ἐν ᾧ ἡ Εὐρώπη ἐτιμωρεῖ ἀπὸ τὸ ἔγκλημα καὶ ἐνθουσιάζεται διὰ τὴν διάσωσιν τοῦ Βασιλέως Γεωργίου. bbox=[944, 1062, 1192, 1139]
article-paragraph: Ἡ εἴδησις τῆς ἀπόπειρας διεδόθη ταχέως ἀνὰ τὴν πόλιν καὶ προὐκάλεσεν μεγάλην συγκίνησιν. Ἐτελέσθη δοξολογία ἐν τῷ ναῷ τῆς Αὐλῆς. bbox=[1213, 1009, 1460, 1086]
subheadline: Συνέντευξις μετὰ τοῦ κ. Ράλλη. bbox=[140, 1674, 386, 1691]
article-paragraph: Ἐπαγγελμα μόνιμον δὲν εἶχε κανένα. Ἦτο αὐτὸς διακεκριμένος ἐκ πρώτης διὰ τὰς ἐπαναστατικάς του ἰδέας, ἐστράφη δὲ εἰς τὸ πλευρὸν τῶν ἐπαναστατῶν. bbox=[676, 1464, 924, 1541]
article-paragraph: — Πού νὰ τοὺς θυμηθῶ!... Αὐτοὶ ἐφαίνοντο σὰν κυνηγοί. bbox=[408, 1750, 655, 1781]
